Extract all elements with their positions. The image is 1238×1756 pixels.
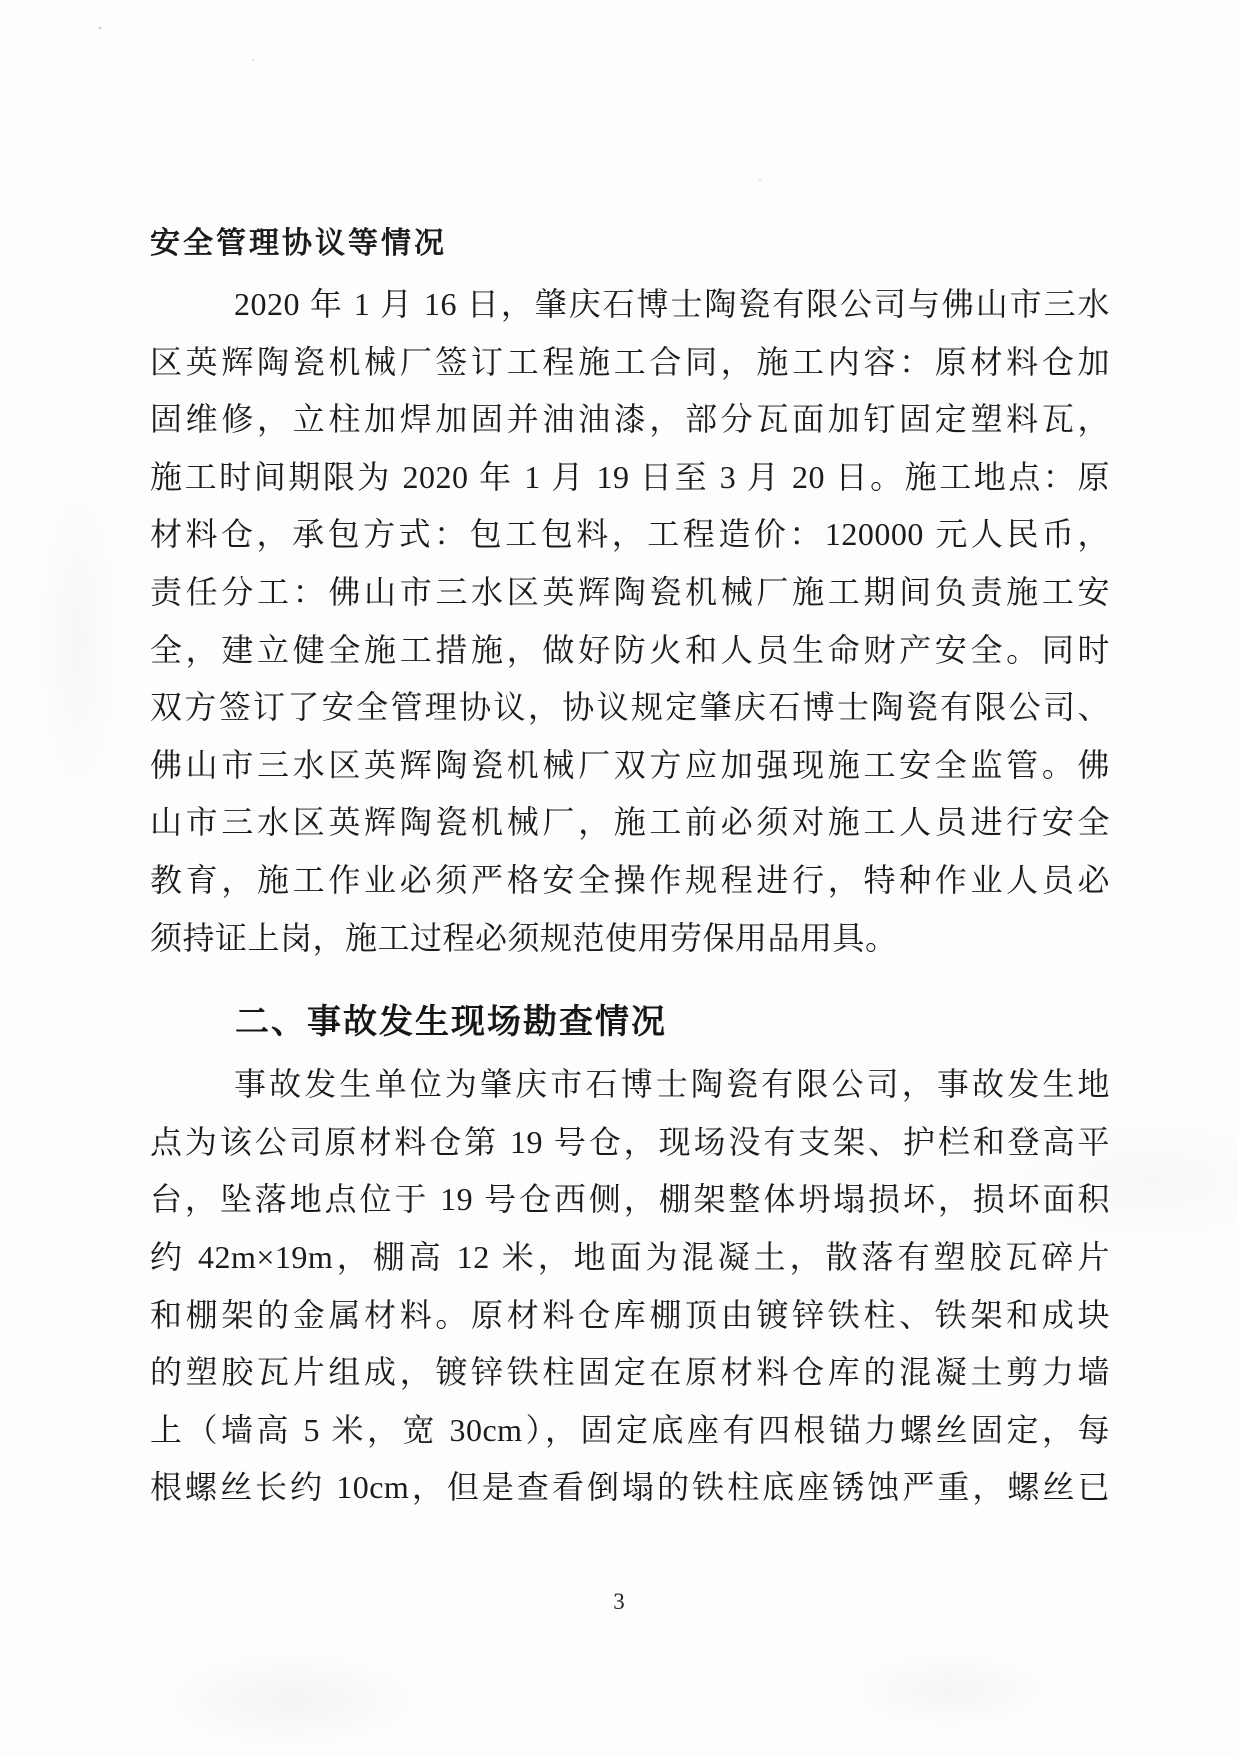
body-line: 佛山市三水区英辉陶瓷机械厂双方应加强现施工安全监管。佛 [150, 746, 1110, 783]
paragraph-site-survey [150, 1056, 1110, 1517]
body-line: 的塑胶瓦片组成，镀锌铁柱固定在原材料仓库的混凝土剪力墙 [150, 1354, 1110, 1391]
body-line: 约 42m×19m，棚高 12 米，地面为混凝土，散落有塑胶瓦碎片 [150, 1238, 1110, 1275]
body-line: 上（墙高 5 米，宽 30cm），固定底座有四根锚力螺丝固定，每 [150, 1411, 1110, 1448]
body-line: 教育，施工作业必须严格安全操作规程进行，特种作业人员必 [150, 861, 1110, 898]
body-line: 台，坠落地点位于 19 号仓西侧，棚架整体坍塌损坏，损坏面积 [150, 1181, 1110, 1218]
body-line: 和棚架的金属材料。原材料仓库棚顶由镀锌铁柱、铁架和成块 [150, 1296, 1110, 1333]
paragraph-contract-details [150, 276, 1110, 967]
body-line: 根螺丝长约 10cm，但是查看倒塌的铁柱底座锈蚀严重，螺丝已 [150, 1469, 1110, 1506]
body-line: 材料仓，承包方式：包工包料，工程造价：120000 元人民币， [150, 516, 1110, 553]
section-heading-continued: 安全管理协议等情况 [150, 227, 447, 260]
body-line: 责任分工：佛山市三水区英辉陶瓷机械厂施工期间负责施工安 [150, 573, 1110, 610]
body-line: 双方签订了安全管理协议，协议规定肇庆石博士陶瓷有限公司、 [150, 689, 1110, 726]
body-line: 施工时间期限为 2020 年 1 月 19 日至 3 月 20 日。施工地点：原 [150, 458, 1110, 495]
body-line: 全，建立健全施工措施，做好防火和人员生命财产安全。同时 [150, 631, 1110, 668]
page-number: 3 [613, 1589, 625, 1614]
body-line: 2020 年 1 月 16 日，肇庆石博士陶瓷有限公司与佛山市三水 [234, 286, 1110, 322]
document-body [150, 0, 1110, 1517]
body-line: 山市三水区英辉陶瓷机械厂，施工前必须对施工人员进行安全 [150, 804, 1110, 841]
body-line: 区英辉陶瓷机械厂签订工程施工合同，施工内容：原材料仓加 [150, 343, 1110, 380]
body-line: 固维修，立柱加焊加固并油油漆，部分瓦面加钉固定塑料瓦， [150, 401, 1110, 438]
body-line: 点为该公司原材料仓第 19 号仓，现场没有支架、护栏和登高平 [150, 1123, 1110, 1160]
body-line: 事故发生单位为肇庆市石博士陶瓷有限公司，事故发生地 [234, 1066, 1110, 1103]
section-heading-site-survey: 二、事故发生现场勘查情况 [235, 1003, 667, 1042]
body-line: 须持证上岗，施工过程必须规范使用劳保用品用具。 [150, 919, 898, 956]
